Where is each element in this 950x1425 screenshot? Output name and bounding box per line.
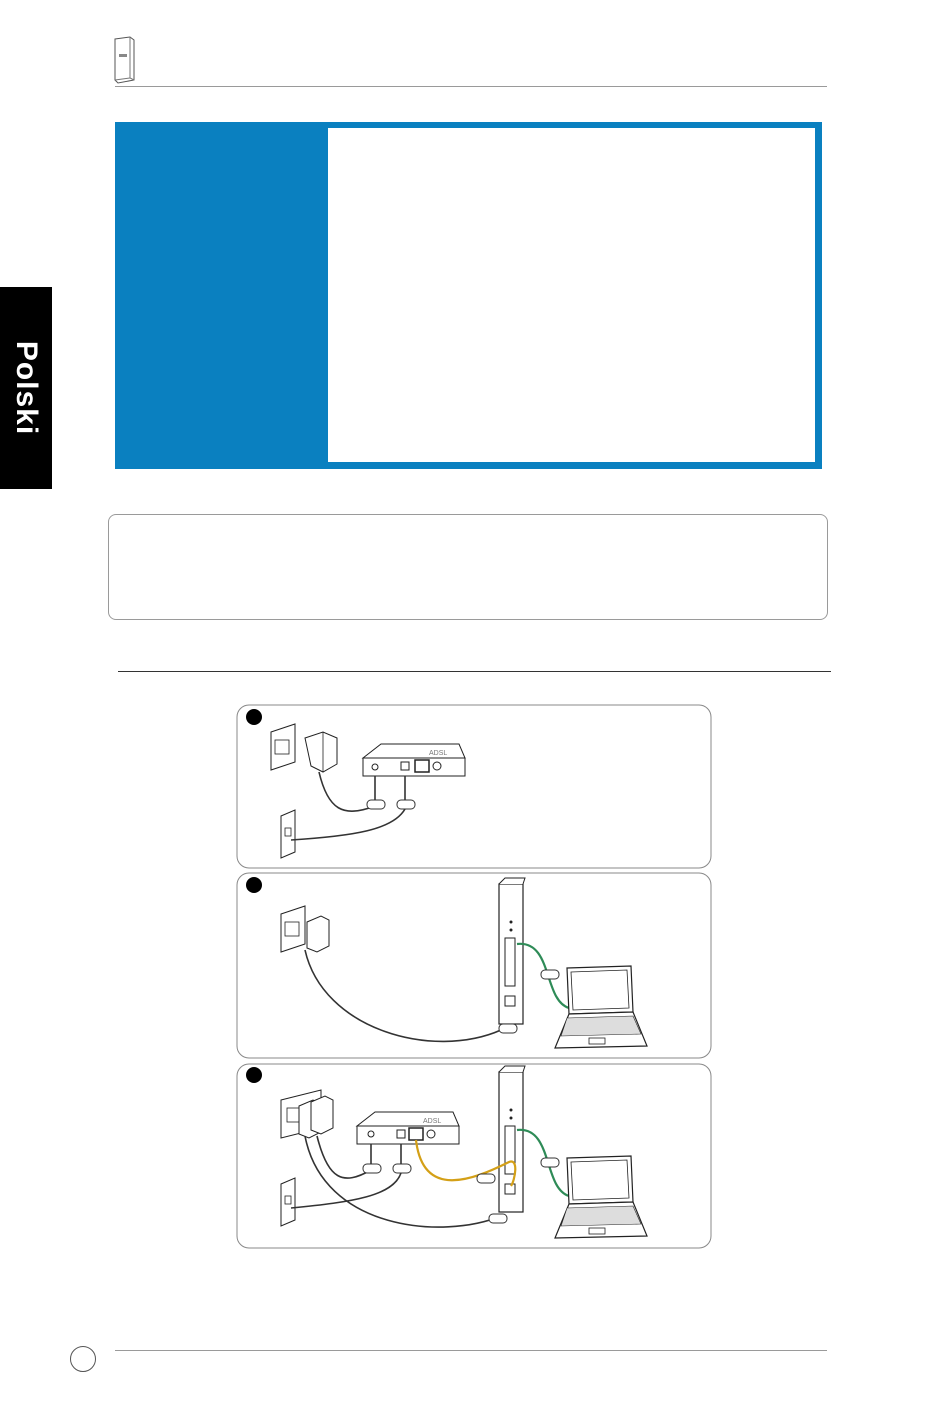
highlight-box-content	[328, 128, 815, 462]
language-tab	[0, 287, 52, 489]
note-box	[108, 514, 828, 620]
svg-text:ADSL: ADSL	[423, 1118, 442, 1125]
step-2-marker	[246, 877, 262, 893]
footer-rule	[115, 1350, 827, 1351]
step-3-marker	[246, 1067, 262, 1083]
diagram-panel-step-3	[237, 1064, 711, 1248]
modem-label: ADSL	[429, 750, 448, 757]
step-1-marker	[246, 709, 262, 725]
diagram-panel-step-2	[237, 873, 711, 1058]
diagram-panel-step-1	[237, 705, 711, 868]
language-tab-label: Polski	[10, 340, 43, 436]
connection-diagram	[233, 700, 715, 1257]
page-number-badge	[70, 1346, 96, 1372]
section-rule	[118, 671, 831, 672]
router-device-icon	[112, 36, 138, 91]
header-rule	[115, 86, 827, 87]
